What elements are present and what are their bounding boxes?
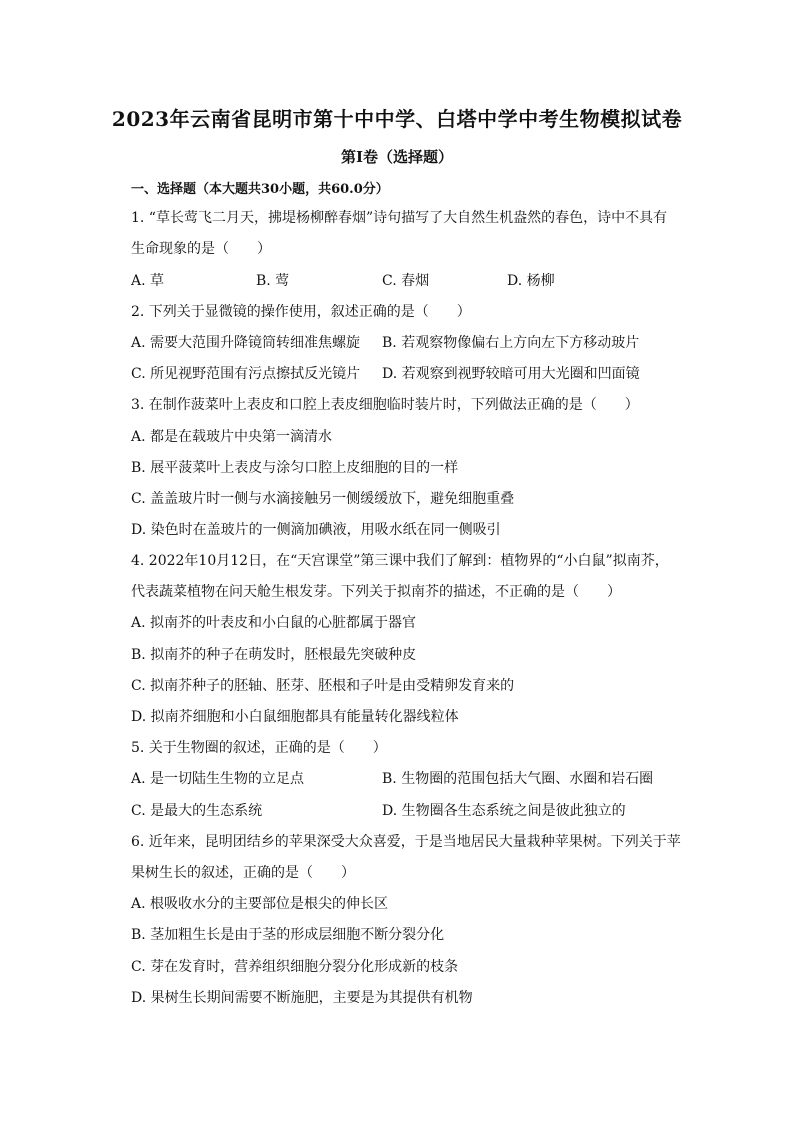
question-5-option-c: C. 是最大的生态系统: [131, 803, 263, 819]
question-3-stem: 3. 在制作菠菜叶上表皮和口腔上表皮细胞临时装片时，下列做法正确的是（ ）: [131, 397, 639, 413]
question-6-option-a: A. 根吸收水分的主要部位是根尖的伸长区: [131, 896, 389, 912]
question-4-option-b: B. 拟南芥的种子在萌发时，胚根最先突破种皮: [131, 647, 417, 663]
question-2-option-b: B. 若观察物像偏右上方向左下方移动玻片: [382, 335, 640, 351]
question-5-option-d: D. 生物圈各生态系统之间是彼此独立的: [382, 803, 626, 819]
question-4-option-d: D. 拟南芥细胞和小白鼠细胞都具有能量转化器线粒体: [131, 709, 459, 725]
question-3-option-a: A. 都是在载玻片中央第一滴清水: [131, 429, 333, 445]
question-1-option-b: B. 莺: [256, 273, 290, 289]
question-1-option-d: D. 杨柳: [507, 273, 555, 289]
question-4-stem-line2: 代表蔬菜植物在问天舱生根发芽。下列关于拟南芥的描述，不正确的是（ ）: [131, 584, 621, 600]
question-1-option-c: C. 春烟: [382, 273, 430, 289]
question-1-option-a: A. 草: [131, 273, 165, 289]
section-heading: 一、选择题（本大题共30小题，共60.0分）: [131, 182, 389, 197]
question-5-option-a: A. 是一切陆生生物的立足点: [131, 771, 305, 787]
question-4-option-c: C. 拟南芥种子的胚轴、胚芽、胚根和子叶是由受精卵发育来的: [131, 678, 515, 694]
exam-title: 2023年云南省昆明市第十中中学、白塔中学中考生物模拟试卷: [111, 107, 683, 131]
question-6-option-c: C. 芽在发育时，营养组织细胞分裂分化形成新的枝条: [131, 959, 459, 975]
question-4-option-a: A. 拟南芥的叶表皮和小白鼠的心脏都属于器官: [131, 615, 417, 631]
question-3-option-b: B. 展平菠菜叶上表皮与涂匀口腔上皮细胞的目的一样: [131, 460, 459, 476]
question-4-stem-line1: 4. 2022年10月12日，在“天宫课堂”第三课中我们了解到：植物界的“小白鼠”拟南芥，: [131, 553, 669, 569]
question-3-option-d: D. 染色时在盖玻片的一侧滴加碘液，用吸水纸在同一侧吸引: [131, 522, 501, 538]
question-2-stem: 2. 下列关于显微镜的操作使用，叙述正确的是（ ）: [131, 304, 471, 320]
question-2-option-a: A. 需要大范围升降镜筒转细准焦螺旋: [131, 335, 361, 351]
question-5-option-b: B. 生物圈的范围包括大气圈、水圈和岩石圈: [382, 771, 654, 787]
question-6-stem-line2: 果树生长的叙述，正确的是（ ）: [131, 865, 355, 881]
question-1-stem-line1: 1. “草长莺飞二月天，拂堤杨柳醉春烟”诗句描写了大自然生机盎然的春色，诗中不具有: [131, 210, 668, 226]
question-1-stem-line2: 生命现象的是（ ）: [131, 241, 271, 257]
question-2-option-c: C. 所见视野范围有污点擦拭反光镜片: [131, 366, 361, 382]
question-6-option-b: B. 茎加粗生长是由于茎的形成层细胞不断分裂分化: [131, 927, 445, 943]
question-3-option-c: C. 盖盖玻片时一侧与水滴接触另一侧缓缓放下，避免细胞重叠: [131, 491, 515, 507]
part-heading: 第I卷（选择题）: [340, 148, 454, 166]
question-6-stem-line1: 6. 近年来，昆明团结乡的苹果深受大众喜爱，于是当地居民大量栽种苹果树。下列关于苹: [131, 834, 681, 850]
question-6-option-d: D. 果树生长期间需要不断施肥，主要是为其提供有机物: [131, 990, 473, 1006]
question-2-option-d: D. 若观察到视野较暗可用大光圈和凹面镜: [382, 366, 640, 382]
question-5-stem: 5. 关于生物圈的叙述，正确的是（ ）: [131, 740, 387, 756]
